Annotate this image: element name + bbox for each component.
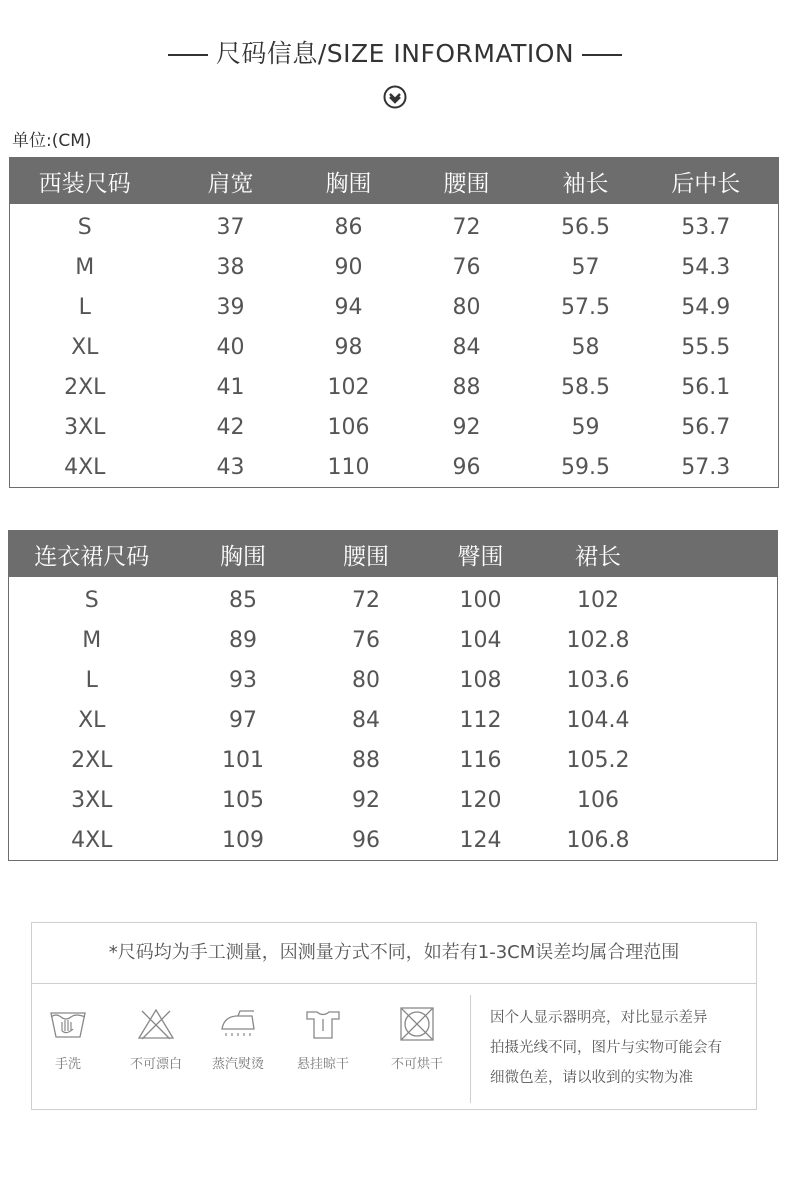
table-cell: 55.5 — [681, 334, 731, 360]
no-bleach-icon — [136, 1007, 176, 1041]
table-cell: 100 — [459, 587, 502, 613]
chevron-down-icon — [383, 85, 407, 109]
care-item-no-tumble-dry — [377, 983, 457, 1072]
table-cell: 3XL — [64, 414, 106, 440]
table-cell: 112 — [459, 707, 502, 733]
care-label: 不可漂白 — [129, 1057, 182, 1072]
table-cell — [656, 700, 778, 740]
table-cell: 116 — [459, 747, 502, 773]
table-cell: 3XL — [71, 787, 113, 813]
table-cell: 37 — [216, 214, 245, 240]
table-cell — [656, 740, 778, 780]
table-cell: 85 — [229, 587, 257, 613]
table-cell: XL — [71, 334, 99, 360]
table-cell: 59 — [571, 414, 600, 440]
table-row — [9, 660, 778, 700]
column-header — [656, 531, 778, 578]
care-label: 不可烘干 — [390, 1057, 443, 1072]
table-cell: 92 — [352, 787, 380, 813]
table-cell: 76 — [452, 254, 481, 280]
table-row — [9, 700, 778, 740]
column-header: 西装尺码 — [10, 158, 160, 205]
table-cell: 90 — [334, 254, 363, 280]
care-label: 悬挂晾干 — [296, 1057, 349, 1072]
table-cell: 80 — [452, 294, 481, 320]
table-cell: 98 — [334, 334, 363, 360]
care-item-hang-dry — [283, 983, 363, 1072]
table-cell: 109 — [222, 827, 264, 853]
care-item-no-bleach — [116, 983, 196, 1072]
table-row — [10, 407, 779, 447]
table-cell: 41 — [216, 374, 245, 400]
table-cell — [656, 620, 778, 660]
title-dash-right — [582, 54, 622, 56]
table-cell: 4XL — [64, 454, 106, 480]
steam-iron-icon — [218, 1007, 258, 1041]
column-header: 腰围 — [396, 158, 538, 205]
title-text: 尺码信息/SIZE INFORMATION — [215, 39, 575, 68]
table-cell: 72 — [452, 214, 481, 240]
table-cell: L — [78, 294, 91, 320]
table-row — [10, 447, 779, 488]
table-cell: 106 — [577, 787, 619, 813]
table-cell: 57.3 — [681, 454, 731, 480]
table-cell: 105.2 — [566, 747, 630, 773]
table-cell: 108 — [459, 667, 502, 693]
table-cell: 106 — [327, 414, 370, 440]
table-cell: 43 — [216, 454, 245, 480]
table-cell: 124 — [459, 827, 502, 853]
table-cell: 101 — [222, 747, 264, 773]
table-cell: 110 — [327, 454, 370, 480]
suit-table-header — [10, 158, 779, 205]
table-cell: 96 — [352, 827, 380, 853]
table-row — [9, 740, 778, 780]
table-cell: S — [84, 587, 99, 613]
column-header: 肩宽 — [160, 158, 302, 205]
table-cell: M — [82, 627, 102, 653]
suit-size-table — [9, 157, 779, 488]
table-cell — [656, 780, 778, 820]
table-cell: 56.1 — [681, 374, 731, 400]
table-cell: M — [75, 254, 95, 280]
table-cell: 2XL — [64, 374, 106, 400]
table-cell — [656, 820, 778, 861]
no-tumble-dry-icon — [397, 1007, 437, 1041]
table-cell: 105 — [222, 787, 264, 813]
table-cell: 103.6 — [566, 667, 630, 693]
table-row — [9, 780, 778, 820]
table-cell: 106.8 — [566, 827, 630, 853]
table-cell: 84 — [452, 334, 481, 360]
column-header: 袖长 — [538, 158, 634, 205]
unit-label: 单位:(CM) — [12, 131, 92, 151]
column-header: 腰围 — [312, 531, 421, 578]
column-header: 连衣裙尺码 — [9, 531, 175, 578]
table-cell: 54.3 — [681, 254, 731, 280]
table-cell: 92 — [452, 414, 481, 440]
table-cell: 94 — [334, 294, 363, 320]
table-cell: 102 — [577, 587, 619, 613]
disclaimer-line: 细微色差，请以收到的实物为准 — [490, 1070, 693, 1086]
disclaimer-line: 拍摄光线不同，图片与实物可能会有 — [490, 1040, 722, 1056]
table-cell: 86 — [334, 214, 363, 240]
care-label: 手洗 — [54, 1057, 81, 1072]
table-cell: 97 — [229, 707, 257, 733]
care-item-steam-iron — [198, 983, 278, 1072]
table-cell: 2XL — [71, 747, 113, 773]
dress-table-body — [9, 577, 778, 861]
column-header: 后中长 — [634, 158, 779, 205]
table-cell: 57.5 — [561, 294, 610, 320]
table-cell: 56.5 — [561, 214, 610, 240]
table-cell: 89 — [229, 627, 257, 653]
table-cell: 88 — [352, 747, 380, 773]
table-cell: 96 — [452, 454, 481, 480]
table-cell: 40 — [216, 334, 245, 360]
table-cell: 72 — [352, 587, 380, 613]
table-cell: 42 — [216, 414, 245, 440]
table-cell: 4XL — [71, 827, 113, 853]
page-title — [0, 34, 790, 70]
care-item-hand-wash — [28, 983, 108, 1072]
table-row — [10, 287, 779, 327]
care-divider — [470, 995, 471, 1103]
table-cell: 84 — [352, 707, 380, 733]
table-cell: 39 — [216, 294, 245, 320]
table-cell: 104 — [459, 627, 502, 653]
hang-dry-icon — [303, 1007, 343, 1041]
measurement-note: *尺码均为手工测量，因测量方式不同，如若有1-3CM误差均属合理范围 — [32, 923, 756, 984]
table-cell: 76 — [352, 627, 380, 653]
table-row — [10, 204, 779, 247]
table-cell — [656, 660, 778, 700]
table-cell: 88 — [452, 374, 481, 400]
title-dash-left — [168, 54, 208, 56]
hand-wash-icon — [48, 1007, 88, 1041]
table-cell: 59.5 — [561, 454, 610, 480]
table-cell: 58.5 — [561, 374, 610, 400]
color-disclaimer — [490, 1003, 752, 1093]
table-cell: 102 — [327, 374, 370, 400]
table-cell: S — [77, 214, 92, 240]
table-cell: XL — [78, 707, 106, 733]
care-label: 蒸汽熨烫 — [211, 1057, 264, 1072]
table-row — [10, 367, 779, 407]
table-cell — [656, 577, 778, 620]
table-cell: 56.7 — [681, 414, 731, 440]
care-instructions-box — [31, 922, 757, 1110]
column-header: 裙长 — [541, 531, 656, 578]
table-cell: 80 — [352, 667, 380, 693]
table-cell: 58 — [571, 334, 600, 360]
table-row — [10, 247, 779, 287]
table-cell: 93 — [229, 667, 257, 693]
dress-table-header — [9, 531, 778, 578]
table-row — [9, 577, 778, 620]
column-header: 臀围 — [421, 531, 541, 578]
care-icons — [32, 983, 472, 1110]
column-header: 胸围 — [302, 158, 396, 205]
table-row — [10, 327, 779, 367]
disclaimer-line: 因个人显示器明亮，对比显示差异 — [490, 1010, 708, 1026]
table-cell: 102.8 — [566, 627, 630, 653]
table-cell: 57 — [571, 254, 600, 280]
dress-size-table — [8, 530, 778, 861]
table-cell: 54.9 — [681, 294, 731, 320]
table-row — [9, 820, 778, 861]
column-header: 胸围 — [175, 531, 312, 578]
table-cell: 38 — [216, 254, 245, 280]
table-cell: L — [85, 667, 98, 693]
table-cell: 120 — [459, 787, 502, 813]
table-row — [9, 620, 778, 660]
table-cell: 53.7 — [681, 214, 731, 240]
table-cell: 104.4 — [566, 707, 630, 733]
suit-table-body — [10, 204, 779, 488]
